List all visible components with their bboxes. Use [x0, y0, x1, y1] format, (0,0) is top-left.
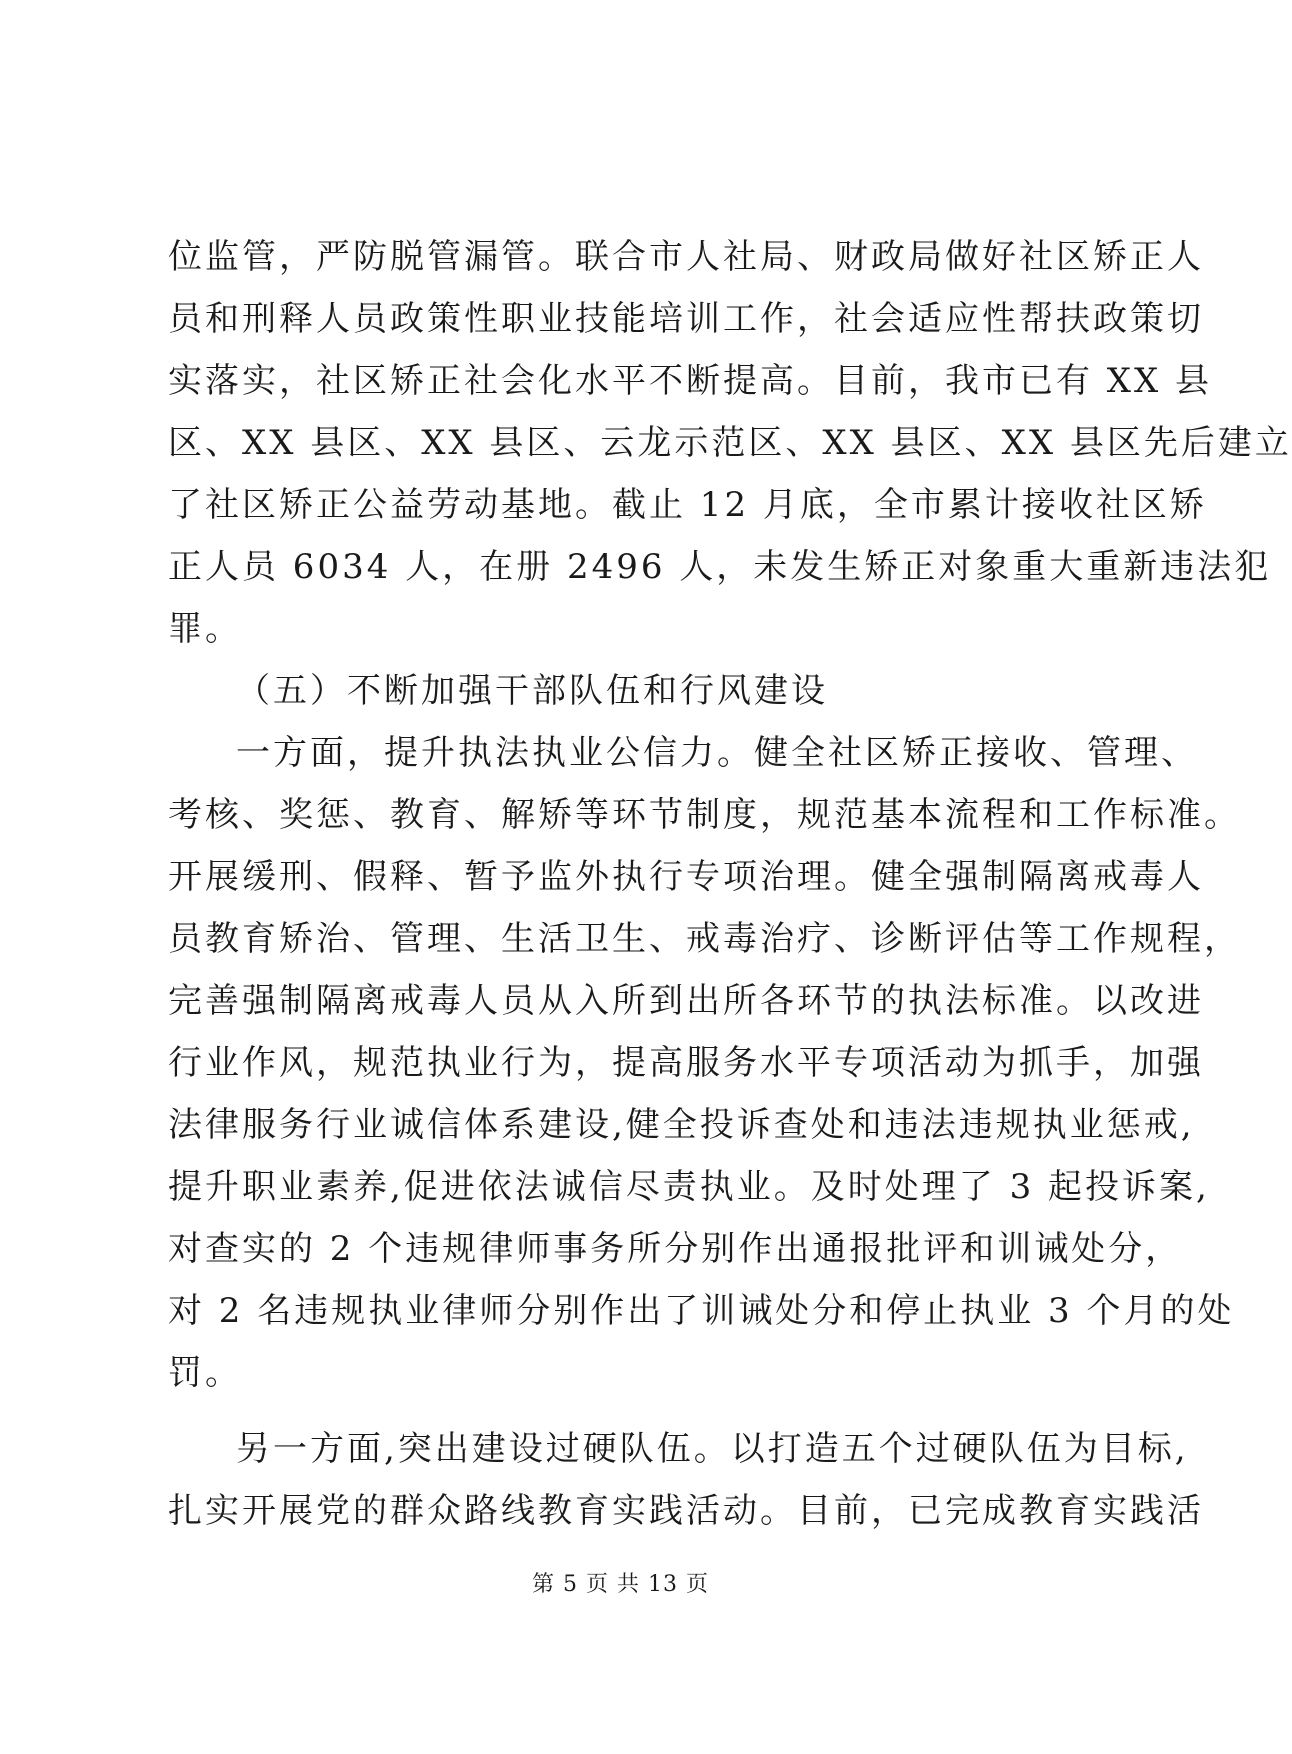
text-line: 对 2 名违规执业律师分别作出了训诫处分和停止执业 3 个月的处: [168, 1291, 1235, 1331]
section-heading: （五）不断加强干部队伍和行风建设: [236, 671, 828, 711]
text-line: 开展缓刑、假释、暂予监外执行专项治理。健全强制隔离戒毒人: [168, 857, 1204, 897]
text-line: 考核、奖惩、教育、解矫等环节制度，规范基本流程和工作标准。: [168, 795, 1241, 835]
text-line: 罚。: [168, 1353, 242, 1393]
paragraph-first-line: 一方面，提升执法执业公信力。健全社区矫正接收、管理、: [236, 733, 1198, 773]
page-number-footer: 第 5 页 共 13 页: [532, 1572, 709, 1597]
paragraph-first-line: 另一方面,突出建设过硬队伍。以打造五个过硬队伍为目标,: [236, 1429, 1189, 1469]
text-line: 实落实，社区矫正社会化水平不断提高。目前，我市已有 XX 县: [168, 361, 1213, 401]
text-line: 扎实开展党的群众路线教育实践活动。目前，已完成教育实践活: [168, 1491, 1204, 1531]
text-line: 正人员 6034 人，在册 2496 人，未发生矫正对象重大重新违法犯: [168, 547, 1272, 587]
text-line: 完善强制隔离戒毒人员从入所到出所各环节的执法标准。以改进: [168, 981, 1204, 1021]
document-body: [168, 226, 1292, 1542]
text-line: 了社区矫正公益劳动基地。截止 12 月底，全市累计接收社区矫: [168, 485, 1207, 525]
text-line: 位监管，严防脱管漏管。联合市人社局、财政局做好社区矫正人: [168, 237, 1204, 277]
text-line: 员教育矫治、管理、生活卫生、戒毒治疗、诊断评估等工作规程，: [168, 919, 1241, 959]
text-line: 法律服务行业诚信体系建设,健全投诉查处和违法违规执业惩戒,: [168, 1105, 1195, 1145]
text-line: 罪。: [168, 609, 242, 649]
text-line: 员和刑释人员政策性职业技能培训工作，社会适应性帮扶政策切: [168, 299, 1204, 339]
text-line: 区、XX 县区、XX 县区、云龙示范区、XX 县区、XX 县区先后建立: [168, 423, 1292, 463]
text-line: 行业作风，规范执业行为，提高服务水平专项活动为抓手，加强: [168, 1043, 1204, 1083]
text-line: 对查实的 2 个违规律师事务所分别作出通报批评和训诫处分，: [168, 1229, 1183, 1269]
text-line: 提升职业素养,促进依法诚信尽责执业。及时处理了 3 起投诉案,: [168, 1167, 1210, 1207]
